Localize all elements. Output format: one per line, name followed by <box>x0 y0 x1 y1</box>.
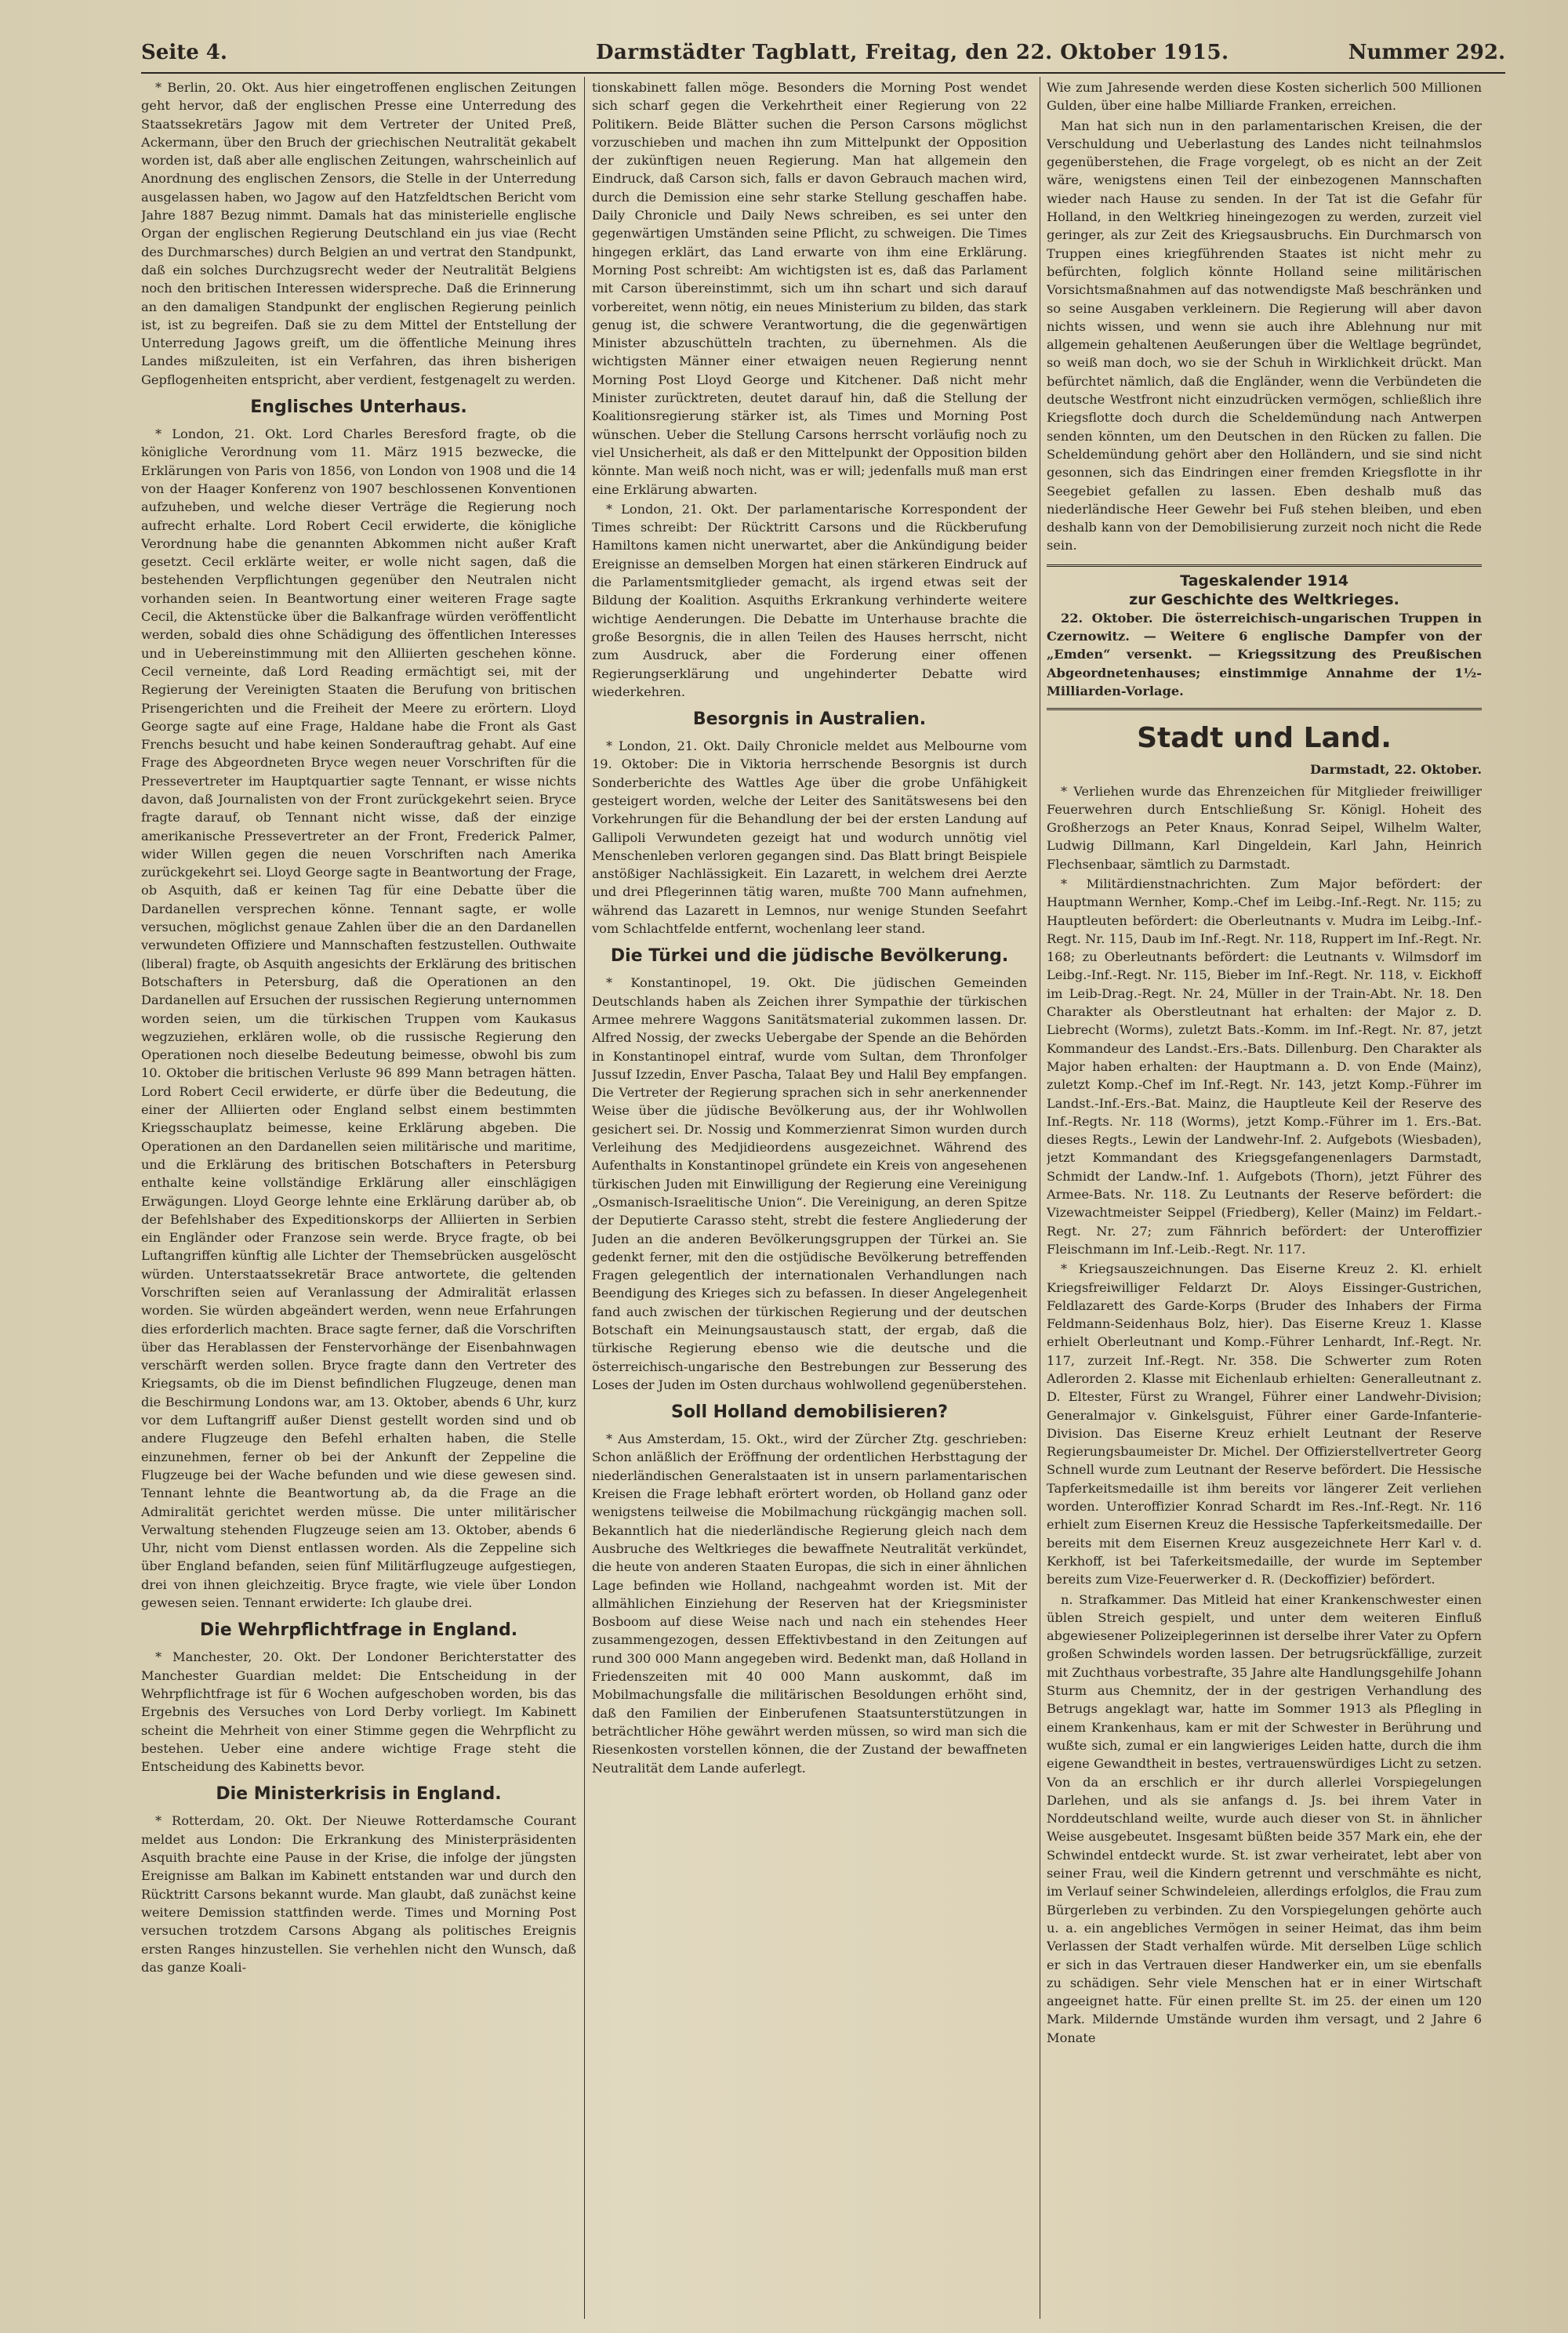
column-divider-1 <box>584 77 585 2319</box>
issue-number: Nummer 292. <box>1348 41 1505 64</box>
heading-besorgnis-australien: Besorgnis in Australien. <box>692 709 927 730</box>
tageskalender-subtitle: zur Geschichte des Weltkrieges. <box>1129 590 1399 608</box>
article-amsterdam: * Aus Amsterdam, 15. Okt., wird der Zürcher Ztg. geschrieben: Schon anläßlich der Eröffnung der ordentlichen Herbsttagung der niederländischen Generalstaaten ist in unsern parlamentarischen Kreisen die Frage lebhaft erörtert worden, ob Holland ganz oder wenigstens teilweise die Mobilmachung rückgängig machen soll. Bekanntlich hat die niederländische Regierung gleich nach dem Ausbruche des Weltkrieges die bewaffnete Neutralität verkündet, die heute von anderen Staaten Europas, die sich in einer ähnlichen Lage befinden wie Holland, nachgeahmt worden ist. Mit der allmählichen Einziehung der Reserven hat der Kriegsminister Bosboom auf diese Weise nach und nach ein stehendes Heer zusammengezogen, dessen Effektivbestand in den Zeitungen auf rund 300 000 Mann angegeben wird. Bedenkt man, daß Holland in Friedenszeiten mit 40 000 Mann auskommt, daß im Mobilmachungsfalle die militärischen Besoldungen erhöht sind, daß den Familien der Einberufenen Staatsunterstützungen in beträchtlicher Höhe gewährt werden müssen, so wird man sich die Riesenkosten vorstellen können, die der Zustand der bewaffneten Neutralität dem Lande auferlegt. <box>592 1431 1027 1776</box>
article-holland-parlament: Man hat sich nun in den parlamentarischen Kreisen, die der Verschuldung und Ueberlastung des Landes nicht teilnahmslos gegenüberstehen, die Frage vorgelegt, ob es nicht an der Zeit wäre, wenigstens einen Teil der einbezogenen Mannschaften wieder nach Hause zu senden. In der Tat ist die Gefahr für Holland, in den Weltkrieg hineingezogen zu werden, zurzeit viel geringer, als zur Zeit des Kriegsausbruchs. Ein Durchmarsch von Truppen eines kriegführenden Staates ist nicht mehr zu befürchten, folglich könnte Holland seine militärischen Vorsichtsmaßnahmen auf das notwendigste Maß beschränken und so seine Ausgaben verkleinern. Die Regierung will aber davon nichts wissen, und wenn sie auch ihre Ablehnung nur mit allgemein gehaltenen Aeußerungen über die Weltlage begründet, so weiß man doch, wo sie der Schuh in Wirklichkeit drückt. Man befürchtet nämlich, daß die Engländer, wenn die Verbündeten die deutsche Westfront nicht einzudrücken vermögen, schließlich ihre Kriegsflotte doch durch die Scheldemündung nach Antwerpen senden könnten, um den Deutschen in den Rücken zu fallen. Die Scheldemündung gehört aber den Holländern, und sie sind nicht gesonnen, sich das Eindringen einer fremden Kriegsflotte in ihr Seegebiet gefallen zu lassen. Eben deshalb muß das niederländische Heer Gewehr bei Fuß stehen bleiben, und eben deshalb kann von der Demobilisierung zurzeit noch nicht die Rede sein. <box>1047 118 1482 553</box>
article-berlin: * Berlin, 20. Okt. Aus hier eingetroffenen englischen Zeitungen geht hervor, daß der englischen Presse eine Unterredung des Staatssekretärs Jagow mit dem Vertreter der United Preß, Ackermann, über den Bruch der griechischen Neutralität gekabelt worden ist, daß aber alle englischen Zeitungen, wahrscheinlich auf Anordnung des englischen Zensors, die Stelle in der Unterredung ausgelassen haben, wo Jagow auf den Hatzfeldtschen Bericht vom Jahre 1887 Bezug nimmt. Damals hat das ministerielle englische Organ der englischen Regierung Deutschland ein jus viae (Recht des Durchmarsches) durch Belgien an und vertrat den Standpunkt, daß ein solches Durchzugsrecht weder der Neutralität Belgiens noch den britischen Interessen widerspreche. Daß die Erinnerung an den damaligen Standpunkt der englischen Regierung peinlich ist, ist zu begreifen. Daß sie zu dem Mittel der Entstellung der Unterredung Jagows greift, um die öffentliche Meinung ihres Landes mißzuleiten, ist ein Verfahren, das ihren bisherigen Gepflogenheiten entspricht, aber verdient, festgenagelt zu werden. <box>141 80 576 387</box>
article-konstantinopel: * Konstantinopel, 19. Okt. Die jüdischen Gemeinden Deutschlands haben als Zeichen ihrer Sympathie der türkischen Armee mehrere Waggons Sanitätsmaterial zukommen lassen. Dr. Alfred Nossig, der zwecks Uebergabe der Spende an die Behörden in Konstantinopel eintraf, wurde vom Sultan, dem Thronfolger Jussuf Izzedin, Enver Pascha, Talaat Bey und Halil Bey empfangen. Die Vertreter der Regierung sprachen sich in sehr anerkennender Weise über die jüdische Bevölkerung aus, der ihr Wohlwollen gesichert sei. Dr. Nossig und Kommerzienrat Simon wurden durch Verleihung des Medjidieordens ausgezeichnet. Während des Aufenthalts in Konstantinopel gründete ein Kreis von angesehenen türkischen Juden mit Einwilligung der Regierung eine Vereinigung „Osmanisch-Israelitische Union“. Die Vereinigung, an deren Spitze der Deputierte Carasso steht, strebt die festere Angliederung der Juden an die anderen Bevölkerungsgruppen der Türkei an. Sie gedenkt ferner, mit den die ostjüdische Bevölkerung betreffenden Fragen gelegentlich der internationalen Verhandlungen nach Beendigung des Krieges sich zu befassen. In dieser Angelegenheit fand auch zwischen der türkischen Regierung und der deutschen Botschaft ein Meinungsaustausch statt, der ergab, daß die türkische Regierung ebenso wie die deutsche und die österreichisch-ungarische den Bestrebungen zur Besserung des Loses der Juden im Osten durchaus wohlwollend gegenüberstehen. <box>592 975 1027 1392</box>
heading-tuerkei-juedische-bevoelkerung: Die Türkei und die jüdische Bevölkerung. <box>610 946 1009 967</box>
article-rotterdam: * Rotterdam, 20. Okt. Der Nieuwe Rotterdamsche Courant meldet aus London: Die Erkrankung des Ministerpräsidenten Asquith brachte eine Pause in der Krise, die infolge der jüngsten Ereignisse am Balkan im Kabinett entstanden war und durch den Rücktritt Carsons bekannt wurde. Man glaubt, daß zunächst keine weitere Demission stattfinden werde. Times und Morning Post versuchen trotzdem Carsons Abgang als politisches Ereignis ersten Ranges hinzustellen. Sie verhehlen nicht den Wunsch, daß das ganze Koali- <box>141 1813 576 1975</box>
tageskalender-entry: 22. Oktober. Die österreichisch-ungarischen Truppen in Czernowitz. — Weitere 6 englische Dampfer von der „Emden“ versenkt. — Kriegssitzung des Preußischen Abgeordnetenhauses; einstimmige Annahme der 1½-Milliarden-Vorlage. <box>1047 610 1482 698</box>
article-militaerdienst: * Militärdienstnachrichten. Zum Major befördert: der Hauptmann Wernher, Komp.-Chef im Leibg.-Inf.-Regt. Nr. 115; zu Hauptleuten befördert: die Oberleutnants v. Mudra im Leibg.-Inf.-Regt. Nr. 115, Daub im Inf.-Regt. Nr. 118, Ruppert im Inf.-Regt. Nr. 168; zu Oberleutnants befördert: die Leutnants v. Wilmsdorf im Leibg.-Inf.-Regt. Nr. 115, Bieber im Inf.-Regt. Nr. 118, v. Eickhoff im Leib-Drag.-Regt. Nr. 24, Müller in der Train-Abt. Nr. 18. Den Charakter als Oberstleutnant hat erhalten: der Major z. D. Liebrecht (Worms), zuletzt Bats.-Komm. im Inf.-Regt. Nr. 87, jetzt Kommandeur des Landst.-Ers.-Bats. Dillenburg. Den Charakter als Major haben erhalten: der Hauptmann a. D. von Ende (Mainz), zuletzt Komp.-Chef im Inf.-Regt. Nr. 143, jetzt Komp.-Führer im Landst.-Inf.-Ers.-Bat. Mainz, die Hauptleute Keil der Reserve des Inf.-Regts. Nr. 118 (Worms), jetzt Komp.-Führer im 1. Ers.-Bat. dieses Regts., Lewin der Landwehr-Inf. 2. Aufgebots (Wiesbaden), jetzt Kommandant des Kriegsgefangenenlagers Darmstadt, Schmidt der Landw.-Inf. 1. Aufgebots (Thorn), jetzt Führer des Armee-Bats. Nr. 118. Zu Leutnants der Reserve befördert: die Vizewachtmeister Seippel (Friedberg), Keller (Mainz) im Feldart.-Regt. Nr. 27; zum Fähnrich befördert: der Unteroffizier Fleischmann im Inf.-Leib.-Regt. Nr. 117. <box>1047 876 1482 1257</box>
article-melbourne: * London, 21. Okt. Daily Chronicle meldet aus Melbourne vom 19. Oktober: Die in Viktoria herrschende Besorgnis ist durch Sonderberichte des Wattles Age über die grobe Unfähigkeit gesteigert worden, welche der Leiter des Sanitätswesens bei den Vorkehrungen für die Behandlung der bei der ersten Landung auf Gallipoli Verwundeten gezeigt hat und wodurch unnötig viel Menschenleben verloren gegangen sind. Das Blatt bringt Beispiele anstößiger Nachlässigkeit. Ein Lazarett, in welchem drei Aerzte und drei Pflegerinnen tätig waren, mußte 700 Mann aufnehmen, während das Lazarett in Lemnos, nur wenige Stunden Seefahrt vom Schlachtfelde entfernt, wochenlang leer stand. <box>592 738 1027 937</box>
heading-stadt-und-land: Stadt und Land. <box>1137 722 1392 755</box>
article-koalition-continued: tionskabinett fallen möge. Besonders die Morning Post wendet sich scharf gegen die Verkehrtheit einer Regierung von 22 Politikern. Beide Blätter suchen die Person Carsons möglichst vorzuschieben und machen ihn zum Mittelpunkt der Opposition der zukünftigen neuen Regierung. Man hat allgemein den Eindruck, daß Carson sich, falls er davon Gebrauch machen wird, durch die Demission eine sehr starke Stellung geschaffen habe. Daily Chronicle und Daily News schreiben, es sei unter den gegenwärtigen Umständen seine Pflicht, zu schweigen. Die Times hingegen erklärt, das Land erwarte von ihm eine Erklärung. Morning Post schreibt: Am wichtigsten ist es, daß das Parlament mit Carson übereinstimmt, sich um ihn schart und sich darauf vorbereitet, wenn nötig, ein neues Ministerium zu bilden, das stark genug ist, die schwere Verantwortung, die die gegenwärtigen Minister abzuschütteln trachten, zu übernehmen. Als die wichtigsten Männer einer etwaigen neuen Regierung nennt Morning Post Lloyd George und Kitchener. Daß nicht mehr Minister zurücktreten, deutet darauf hin, daß die Stellung der Koalitionsregierung stärker ist, als Times und Morning Post wünschen. Ueber die Stellung Carsons herrscht vorläufig noch zu viel Unsicherheit, als daß er den Mittelpunkt der Opposition bilden könnte. Man weiß noch nicht, was er will; jedenfalls muß man erst eine Erklärung abwarten. <box>592 80 1027 497</box>
article-holland-continued: Wie zum Jahresende werden diese Kosten sicherlich 500 Millionen Gulden, über eine halbe Milliarde Franken, erreichen. <box>1047 80 1482 114</box>
article-manchester: * Manchester, 20. Okt. Der Londoner Berichterstatter des Manchester Guardian meldet: Die Entscheidung in der Wehrpflichtfrage ist für 6 Wochen aufgeschoben worden, bis das Ergebnis des Versuches von Lord Derby vorliegt. Im Kabinett scheint die Mehrheit von einer Stimme gegen die Wehrpflicht zu bestehen. Ueber eine andere wichtige Frage steht die Entscheidung des Kabinetts bevor. <box>141 1649 576 1775</box>
column-1 <box>141 78 576 2317</box>
tageskalender-title: Tageskalender 1914 <box>1180 571 1348 590</box>
header-rule <box>141 72 1505 74</box>
column-3 <box>1047 78 1482 2317</box>
page-header <box>141 41 1505 72</box>
heading-ministerkrisis: Die Ministerkrisis in England. <box>216 1784 502 1805</box>
page-label: Seite 4. <box>141 41 227 64</box>
article-kriegsauszeichnungen: * Kriegsauszeichnungen. Das Eiserne Kreuz 2. Kl. erhielt Kriegsfreiwilliger Feldarzt Dr. Aloys Eissinger-Gustrichen, Feldlazarett des Garde-Korps (Bruder des Inhabers der Firma Feldmann-Seidenhaus Bolz, hier). Das Eiserne Kreuz 1. Klasse erhielt Oberleutnant und Komp.-Führer Lenhardt, Inf.-Regt. Nr. 117, zurzeit Inf.-Regt. Nr. 358. Die Schwerter zum Roten Adlerorden 2. Klasse mit Eichenlaub erhielten: Generalleutnant z. D. Eltester, Fürst zu Wrangel, Führer einer Landwehr-Division; Generalmajor v. Ginkelsguist, Führer einer Garde-Infanterie-Division. Das Eiserne Kreuz erhielt Leutnant der Reserve Regierungsbaumeister Dr. Michel. Der Offizierstellvertreter Georg Schnell wurde zum Leutnant der Reserve befördert. Die Hessische Tapferkeitsmedaille ist ihm bereits vor längerer Zeit verliehen worden. Unteroffizier Konrad Schardt im Res.-Inf.-Regt. Nr. 116 erhielt zum Eisernen Kreuz die Hessische Tapferkeitsmedaille. Der bereits mit dem Eisernen Kreuz ausgezeichnete Herr Karl v. d. Kerkhoff, ist bei Taferkeitsmedaille, der wurde im September bereits zum Vize-Feuerwerker d. R. (Deckoffizier) befördert. <box>1047 1261 1482 1587</box>
heading-wehrpflichtfrage: Die Wehrpflichtfrage in England. <box>199 1620 518 1641</box>
article-london-times: * London, 21. Okt. Der parlamentarische Korrespondent der Times schreibt: Der Rücktritt Carsons und die Rückberufung Hamiltons kamen nicht unerwartet, aber die Ankündigung beider Ereignisse an demselben Morgen hat einen stärkeren Eindruck auf die Parlamentsmitglieder gemacht, als irgend etwas seit der Bildung der Koalition. Asquiths Erkrankung verhinderte weitere wichtige Aenderungen. Die Debatte im Unterhause brachte die große Besorgnis, die in allen Teilen des Hauses herrscht, nicht zum Ausdruck, aber die Forderung einer offenen Regierungserklärung und ungehinderter Debatte wird wiederkehren. <box>592 501 1027 699</box>
tageskalender-box <box>1047 564 1482 710</box>
heading-holland-demobilisieren: Soll Holland demobilisieren? <box>670 1402 949 1423</box>
dateline-darmstadt: Darmstadt, 22. Oktober. <box>1309 762 1482 778</box>
heading-englisches-unterhaus: Englisches Unterhaus. <box>250 397 467 418</box>
article-verliehen: * Verliehen wurde das Ehrenzeichen für Mitglieder freiwilliger Feuerwehren durch Entschließung Sr. Königl. Hoheit des Großherzogs an Peter Knaus, Konrad Seipel, Wilhelm Walter, Ludwig Dillmann, Karl Dingeldein, Karl Jahn, Heinrich Flechsenbaar, sämtlich zu Darmstadt. <box>1047 783 1482 872</box>
article-strafkammer: n. Strafkammer. Das Mitleid hat einer Krankenschwester einen üblen Streich gespielt, und unter dem weiteren Einfluß abgewiesener Polizeiplegerinnen ist derselbe ihrer Vater zu Opfern großen Schwindels worden lassen. Der betrugsrückfällige, zurzeit mit Zuchthaus vorbestrafte, 35 Jahre alte Handlungsgehilfe Johann Sturm aus Chemnitz, der in der gestrigen Verhandlung des Betrugs angeklagt war, hatte im Sommer 1913 als Pflegling in einem Krankenhaus, kam er mit der Schwester in Berührung und wußte sich, zumal er ein langwieriges Leiden hatte, durch die ihm eigene Gewandtheit in bestes, vertrauenswürdiges Licht zu setzen. Von da an erschlich er ihr durch allerlei Vorspiegelungen Darlehen, und als sie anfangs d. Js. bei ihrem Vater in Norddeutschland weilte, wurde auch dieser von St. in ähnlicher Weise ausgebeutet. Insgesamt büßten beide 357 Mark ein, ehe der Schwindel entdeckt wurde. St. ist zwar verheiratet, lebt aber von seiner Frau, weil die Kindern getrennt und verschmähte es nicht, im Verlauf seiner Schwindeleien, allerdings erfolglos, die Frau zum Bürgerleben zu verbinden. Zu den Vorspiegelungen gehörte auch u. a. ein angebliches Vermögen in seiner Heimat, das ihm beim Verlassen der Stadt verhalfen würde. Mit derselben Lüge schlich er sich in das Vertrauen dieser Handwerker ein, um sie ebenfalls zu schädigen. Sehr viele Menschen hat er in einer Wirtschaft angeeignet hatte. Für einen prellte St. im 25. der einen um 120 Mark. Mildernde Umstände wurden ihm versagt, und 2 Jahre 6 Monate <box>1047 1591 1482 2045</box>
column-2 <box>592 78 1027 2317</box>
article-london-unterhaus: * London, 21. Okt. Lord Charles Beresford fragte, ob die königliche Verordnung vom 11. März 1915 bezwecke, die Erklärungen von Paris von 1856, von London von 1908 und die 14 von der Haager Konferenz von 1907 beschlossenen Konventionen aufzuheben, und welche dieser Verträge die Regierung noch aufrecht erhalte. Lord Robert Cecil erwiderte, die königliche Verordnung habe die genannten Abkommen nicht außer Kraft gesetzt. Cecil erklärte weiter, er wolle nicht sagen, daß die bestehenden Verpflichtungen gegenüber den Neutralen nicht vorhanden seien. In Beantwortung einer weiteren Frage sagte Cecil, die Aktenstücke über die Balkanfrage würden veröffentlicht werden, sobald dies ohne Schädigung des öffentlichen Interesses und in Uebereinstimmung mit den Alliierten geschehen könne. Cecil verneinte, daß Lord Reading ermächtigt sei, mit der Regierung der Vereinigten Staaten die Berufung von britischen Prisengerichten und die Freiheit der Meere zu erörtern. Lloyd George sagte auf eine Frage, Haldane habe die Front als Gast Frenchs besucht und habe keinen Sonderauftrag gehabt. Auf eine Frage des Abgeordneten Bryce wegen neuer Vorschriften für die Pressevertreter im Hauptquartier sagte Tennant, er wisse nichts davon, daß Journalisten von der Front zurückgekehrt seien. Bryce fragte darauf, ob Tennant nicht wisse, daß der einzige amerikanische Pressevertreter an der Front, Frederick Palmer, wider Willen gegen die neuen Vorschriften nach Amerika zurückgekehrt sei. Lloyd George sagte in Beantwortung der Frage, ob Asquith, daß er keinen Tag für eine Debatte über die Dardanellen versprechen könne. Tennant sagte, er wolle versuchen, möglichst genaue Zahlen über die an den Dardanellen verwundeten Offiziere und Mannschaften festzustellen. Outhwaite (liberal) fragte, ob Asquith angesichts der Erklärung des britischen Botschafters in Petersburg, daß die Operationen an den Dardanellen auf Ersuchen der russischen Regierung unternommen worden seien, um die türkischen Truppen vom Kaukasus wegzuziehen, erklären wolle, ob die russische Regierung den Operationen noch dieselbe Bedeutung beimesse, obwohl bis zum 10. Oktober die britischen Verluste 96 899 Mann betragen hätten. Lord Robert Cecil erwiderte, er dürfe über die Bedeutung, die einer der Alliierten oder England selbst einem bestimmten Kriegsschauplatz beimesse, keine Erklärung abgeben. Die Operationen an den Dardanellen seien militärische und maritime, und die Erklärung des britischen Botschafters in Petersburg enthalte keine vollständige Erklärung aller einschlägigen Erwägungen. Lloyd George lehnte eine Erklärung darüber ab, ob der Befehlshaber des Expeditionskorps der Alliierten in Serbien ein Engländer oder Franzose sein werde. Bryce fragte, ob bei Luftangriffen künftig alle Lichter der Themsebrücken ausgelöscht würden. Unterstaatssekretär Brace antwortete, die geltenden Vorschriften seien auf Veranlassung der Admiralität erlassen worden. Sie würden abgeändert werden, wenn neue Erfahrungen dies erforderlich machten. Brace sagte ferner, daß die Vorschriften über das Herablassen der Fenstervorhänge der Eisenbahnwagen verschärft werden sollen. Bryce fragte dann den Vertreter des Kriegsamts, ob die im Dienst befindlichen Flugzeuge, denen man die Beschirmung Londons war, am 13. Oktober, abends 6 Uhr, kurz vor dem Luftangriff außer Dienst gestellt worden sind und ob andere Flugzeuge den Befehl erhalten haben, die Stelle einzunehmen, ferner ob bei der Ankunft der Zeppeline die Flugzeuge bei der Wache befunden und wie diese gewesen sind. Tennant lehnte die Beantwortung ab, da die Frage an die Admiralität gerichtet werden müsse. Die unter militärischer Verwaltung stehenden Flugzeuge seien am 13. Oktober, abends 6 Uhr, nicht vom Dienst entlassen worden. Als die Zeppeline sich über England befanden, seien fünf Militärflugzeuge aufgestiegen, drei von ihnen gleichzeitig. Bryce fragte, wie viele über London gewesen seien. Tennant erwiderte: Ich glaube drei. <box>141 426 576 1611</box>
masthead: Darmstädter Tagblatt, Freitag, den 22. Oktober 1915. <box>596 41 1229 64</box>
